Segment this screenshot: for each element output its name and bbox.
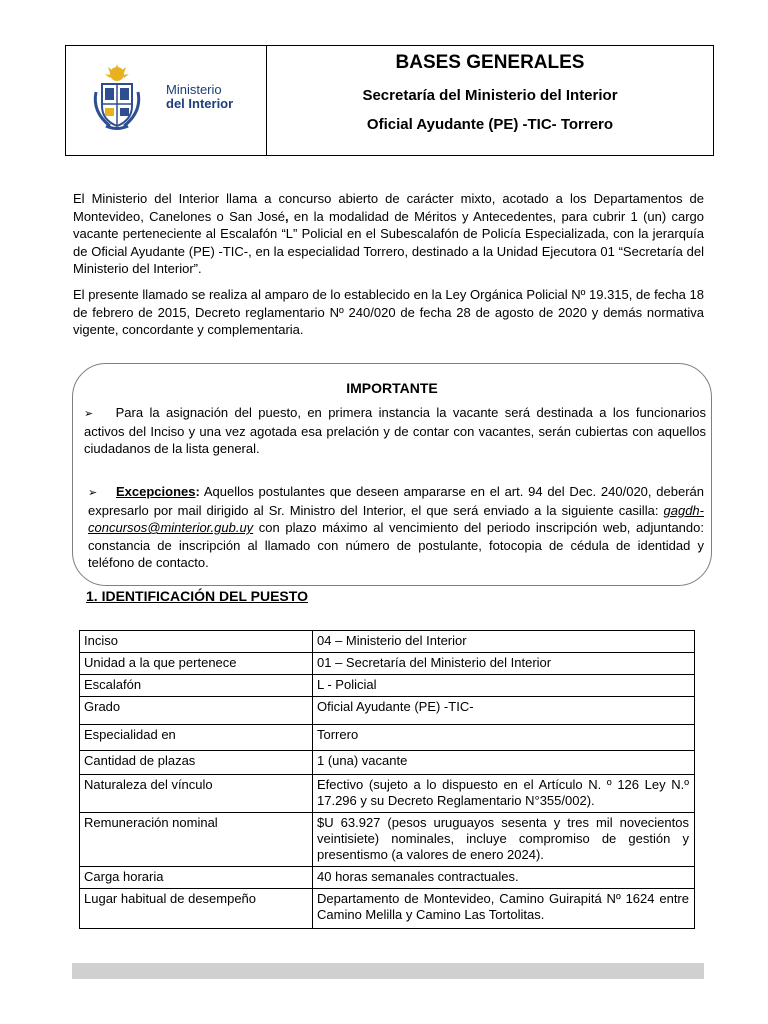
document-subtitle: Secretaría del Ministerio del Interior xyxy=(362,87,618,104)
bullet-2-text-a: Aquellos postulantes que deseen ampararse en el art. 94 del Dec. 240/020, deberán expresarlo por mail dirigido al Sr. Ministro del Interior, el que será enviado a la siguiente casilla: xyxy=(88,484,704,518)
row-label: Grado xyxy=(80,697,313,725)
bullet-1-text: Para la asignación del puesto, en primera instancia la vacante será destinada a los funcionarios activos del Inciso y una vez agotada esa prelación y de contar con vacantes, serán cubiertas con aquellos ciudadanos de la lista general. xyxy=(84,405,706,456)
document-title: BASES GENERALES xyxy=(395,52,585,73)
row-value: 1 (una) vacante xyxy=(313,751,695,775)
logo-line-2: del Interior xyxy=(166,96,234,111)
exceptions-label: Excepciones xyxy=(115,484,196,499)
logo-line-1: Ministerio xyxy=(166,82,222,97)
table-row xyxy=(80,867,695,889)
intro-p1-comma: , xyxy=(284,208,289,224)
table-row xyxy=(80,697,695,725)
table-row xyxy=(80,675,695,697)
row-label: Carga horaria xyxy=(80,867,313,889)
intro-paragraph-1 xyxy=(73,190,704,278)
row-value: Departamento de Montevideo, Camino Guirapitá Nº 1624 entre Camino Melilla y Camino Las Tortolitas. xyxy=(313,889,695,929)
footer-bar xyxy=(72,963,704,979)
section-1-heading: 1. IDENTIFICACIÓN DEL PUESTO xyxy=(86,588,308,604)
coat-of-arms-icon xyxy=(86,64,148,132)
row-label: Naturaleza del vínculo xyxy=(80,775,313,813)
row-value: Torrero xyxy=(313,725,695,751)
row-label: Especialidad en xyxy=(80,725,313,751)
position-table xyxy=(79,630,695,929)
intro-p1-text-b: en la modalidad de Méritos y Antecedentes, para cubrir 1 (un) cargo vacante perteneciente al Escalafón “L” Policial en el Subescalafón de Policía Especializada, con la jerarquía de Oficial Ayudante (PE) -TIC-, en la especialidad Torrero, destinado a la Unidad Ejecutora 01 “Secretaría del Ministerio del Interior”. xyxy=(73,208,705,276)
table-row xyxy=(80,775,695,813)
table-row xyxy=(80,813,695,867)
intro-paragraph-2: El presente llamado se realiza al amparo de lo establecido en la Ley Orgánica Policial Nº 19.315, de fecha 18 de febrero de 2015, Decreto reglamentario Nº 240/020 de fecha 28 de agosto de 2020 y demás normativa vigente, concordante y complementaria. xyxy=(73,287,704,337)
row-label: Lugar habitual de desempeño xyxy=(80,889,313,929)
row-value: Efectivo (sujeto a lo dispuesto en el Artículo N. º 126 Ley N.º 17.296 y su Decreto Reglamentario N°355/002). xyxy=(313,775,695,813)
arrow-bullet-icon: ➢ xyxy=(88,486,98,499)
exceptions-colon: : xyxy=(195,484,200,499)
bullet-2-text-b: con plazo máximo al vencimiento del periodo inscripción web, adjuntando: constancia de inscripción al llamado con número de postulante, fotocopia de cédula de identidad y teléfono de contacto. xyxy=(88,520,704,570)
row-label: Inciso xyxy=(80,631,313,653)
important-bullet-1 xyxy=(84,404,706,458)
row-label: Escalafón xyxy=(80,675,313,697)
row-value: 04 – Ministerio del Interior xyxy=(313,631,695,653)
row-value: 40 horas semanales contractuales. xyxy=(313,867,695,889)
intro-p1-text-a: El Ministerio del Interior llama a concurso abierto de carácter mixto, acotado a los Departamentos de Montevideo, Canelones o San José xyxy=(73,191,704,224)
table-row xyxy=(80,653,695,675)
important-title: IMPORTANTE xyxy=(346,380,438,396)
table-row xyxy=(80,889,695,929)
row-label: Cantidad de plazas xyxy=(80,751,313,775)
row-label: Unidad a la que pertenece xyxy=(80,653,313,675)
logo-text xyxy=(166,83,233,111)
row-value: Oficial Ayudante (PE) -TIC- xyxy=(313,697,695,725)
row-value: L - Policial xyxy=(313,675,695,697)
arrow-bullet-icon: ➢ xyxy=(84,407,94,420)
table-row xyxy=(80,725,695,751)
table-row xyxy=(80,751,695,775)
email-link[interactable]: gagdh-concursos@minterior.gub.uy xyxy=(88,502,704,535)
row-label: Remuneración nominal xyxy=(80,813,313,867)
row-value: 01 – Secretaría del Ministerio del Interior xyxy=(313,653,695,675)
position-title: Oficial Ayudante (PE) -TIC- Torrero xyxy=(366,116,614,133)
table-row xyxy=(80,631,695,653)
document-header xyxy=(65,45,714,156)
ministry-logo xyxy=(66,46,266,155)
important-bullet-2 xyxy=(88,483,704,572)
row-value: $U 63.927 (pesos uruguayos sesenta y tres mil novecientos veintisiete) nominales, incluye compromiso de gestión y presentismo (a valores de enero 2024). xyxy=(313,813,695,867)
